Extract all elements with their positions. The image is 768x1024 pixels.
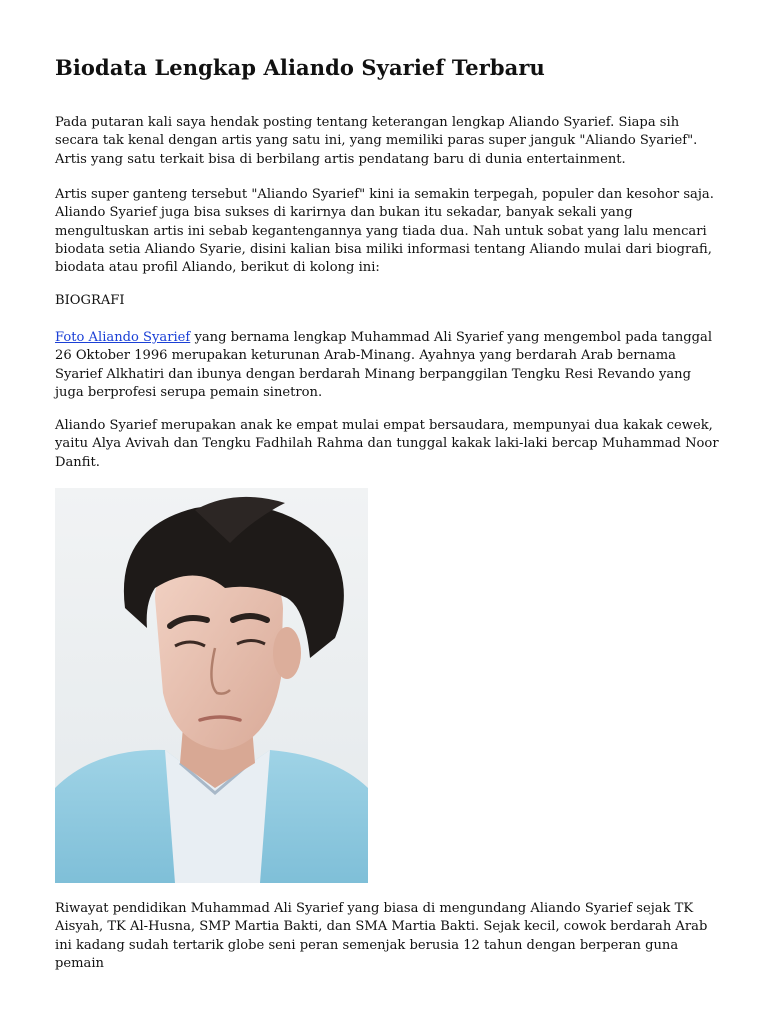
second-paragraph: Artis super ganteng tersebut "Aliando Syarief" kini ia semakin terpegah, populer dan kesohor saja. Aliando Syarief juga bisa sukses di karirnya dan bukan itu sekadar, banyak sekali yang mengultuskan artis ini sebab kegantengannya yang tiada dua. Nah untuk sobat yang lalu mencari biodata setia Aliando Syarie, disini kalian bisa miliki informasi tentang Aliando mulai dari biografi, biodata atau profil Aliando, berikut di kolong ini: [55, 187, 714, 276]
siblings-paragraph: Aliando Syarief merupakan anak ke empat mulai empat bersaudara, mempunyai dua kakak cewek, yaitu Alya Avivah dan Tengku Fadhilah Rahma dan tunggal kakak laki-laki bercap Muhammad Noor Danfit. [55, 418, 719, 470]
intro-paragraph: Pada putaran kali saya hendak posting tentang keterangan lengkap Aliando Syarief. Siapa sih secara tak kenal dengan artis yang satu ini, yang memiliki paras super janguk "Aliando Syarief". Artis yang satu terkait bisa di berbilang artis pendatang baru di dunia entertainment. [55, 115, 698, 167]
article-title: Biodata Lengkap Aliando Syarief Terbaru [55, 55, 545, 80]
photo-link[interactable]: Foto Aliando Syarief [55, 330, 191, 345]
biography-text: yang bernama lengkap Muhammad Ali Syarief yang mengembol pada tanggal 26 Oktober 1996 merupakan keturunan Arab-Minang. Ayahnya yang berdarah Arab bernama Syarief Alkhatiri dan ibunya dengan berdarah Minang berpanggilan Tengku Resi Revando yang juga berprofesi serupa pemain sinetron. [55, 330, 713, 400]
portrait-illustration [55, 488, 368, 883]
biography-paragraph [55, 329, 720, 402]
education-paragraph: Riwayat pendidikan Muhammad Ali Syarief yang biasa di mengundang Aliando Syarief sejak TK Aisyah, TK Al-Husna, SMP Martia Bakti, dan SMA Martia Bakti. Sejak kecil, cowok berdarah Arab ini kadang sudah tertarik globe seni peran semenjak berusia 12 tahun dengan berperan guna pemain [55, 901, 708, 971]
portrait-photo [55, 488, 368, 883]
section-heading-biografi: BIOGRAFI [55, 293, 125, 308]
